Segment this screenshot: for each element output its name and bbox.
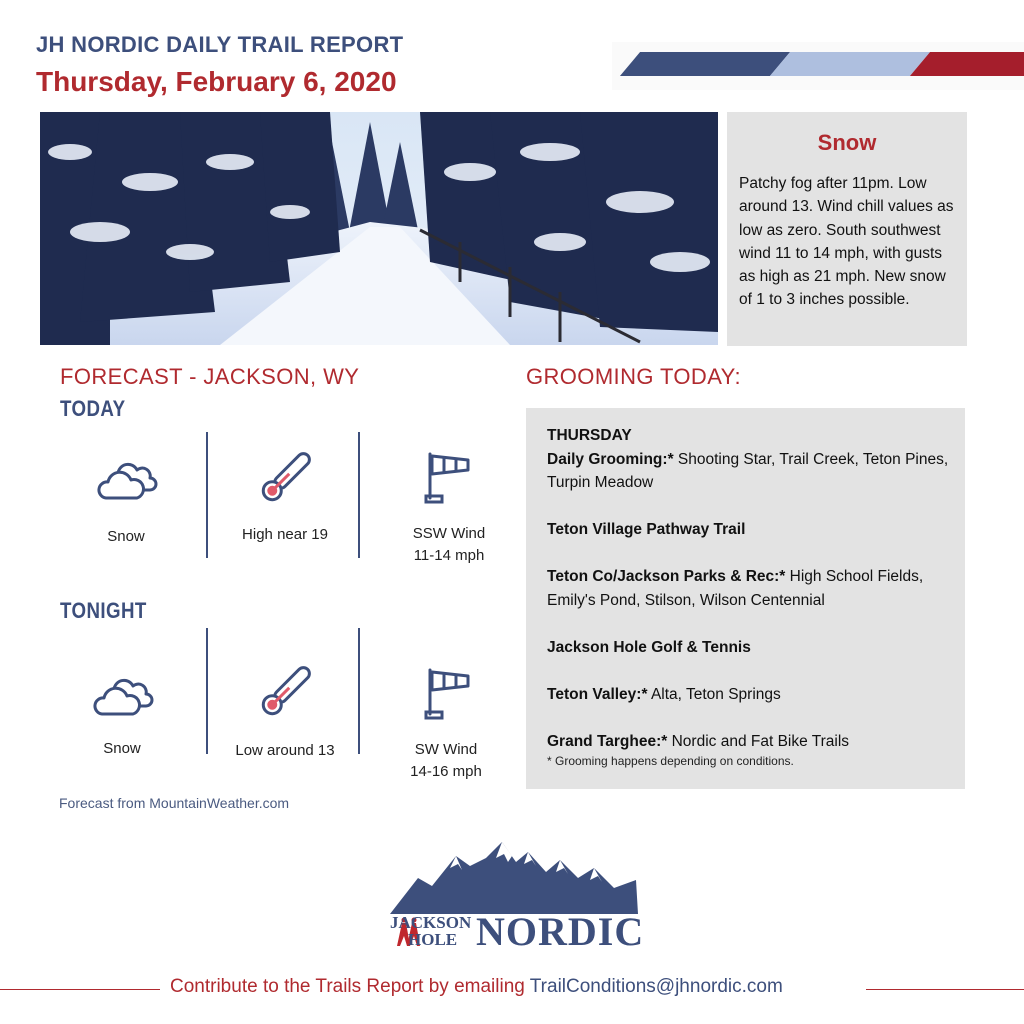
today-label: TODAY: [60, 396, 126, 421]
tonight-temp: Low around 13: [235, 742, 335, 759]
logo-text-nordic: NORDIC: [476, 909, 645, 954]
footer-email-link[interactable]: TrailConditions@jhnordic.com: [529, 976, 783, 997]
grooming-item-name: Teton Valley:*: [547, 685, 648, 703]
tonight-wind-speed: 14-16 mph: [410, 763, 482, 780]
cloud-icon: [96, 456, 158, 502]
today-temp: High near 19: [242, 526, 328, 543]
thermometer-icon: [254, 664, 316, 720]
grooming-item-name: Grand Targhee:*: [547, 732, 668, 750]
windsock-icon: [424, 666, 474, 722]
header-stripes: [612, 42, 1024, 90]
logo-text-jackson: JACKSON: [390, 913, 472, 932]
footer-divider-left: [0, 989, 160, 990]
grooming-item: [547, 518, 957, 542]
snowy-forest-trail-photo: [40, 112, 718, 345]
today-wind-speed: 11-14 mph: [413, 547, 485, 564]
grooming-day: THURSDAY: [547, 427, 632, 444]
grooming-note: * Grooming happens depending on conditions.: [547, 754, 794, 768]
windsock-icon: [424, 450, 474, 506]
grooming-item-trails: High School Fields, Emily's Pond, Stilson, Wilson Centennial: [547, 568, 924, 609]
cloud-icon: [92, 672, 154, 718]
column-divider: [206, 432, 208, 558]
report-title: JH NORDIC DAILY TRAIL REPORT: [36, 32, 404, 57]
grooming-item: [547, 636, 957, 660]
thermometer-icon: [254, 450, 316, 506]
tonight-condition: Snow: [103, 740, 141, 757]
footer-message: Contribute to the Trails Report by emailing: [170, 976, 530, 997]
grooming-item-trails: Alta, Teton Springs: [647, 685, 781, 703]
snow-summary-text: Patchy fog after 11pm. Low around 13. Wind chill values as low as zero. South southwest wind 11 to 14 mph, with gusts as high as 21 mph. New snow of 1 to 3 inches possible.: [739, 175, 954, 309]
column-divider: [358, 432, 360, 558]
tonight-wind: [371, 739, 521, 783]
today-wind: [374, 523, 524, 567]
column-divider: [358, 628, 360, 754]
grooming-item: [547, 730, 957, 754]
jackson-hole-nordic-logo: [388, 838, 645, 958]
grooming-item-name: Jackson Hole Golf & Tennis: [547, 638, 751, 656]
tonight-wind-direction: SW Wind: [414, 741, 478, 758]
today-condition: Snow: [107, 528, 145, 545]
forecast-heading: FORECAST - JACKSON, WY: [60, 364, 360, 389]
grooming-item: [547, 565, 957, 612]
snow-summary-panel: [727, 112, 967, 346]
grooming-item-name: Daily Grooming:*: [547, 450, 674, 468]
today-wind-direction: SSW Wind: [412, 525, 486, 542]
grooming-item-name: Teton Village Pathway Trail: [547, 521, 746, 538]
logo-text-hole: HOLE: [408, 930, 458, 949]
snow-summary-title: Snow: [817, 130, 877, 155]
report-date: Thursday, February 6, 2020: [36, 66, 397, 97]
grooming-item: [547, 448, 957, 495]
footer-text: [170, 976, 783, 998]
footer-divider-right: [866, 989, 1024, 990]
grooming-item: [547, 683, 957, 707]
grooming-heading: GROOMING TODAY:: [526, 364, 742, 389]
column-divider: [206, 628, 208, 754]
grooming-item-name: Teton Co/Jackson Parks & Rec:*: [547, 568, 786, 585]
grooming-item-trails: Shooting Star, Trail Creek, Teton Pines, Turpin Meadow: [547, 450, 949, 491]
grooming-panel: [526, 408, 965, 789]
forecast-source: Forecast from MountainWeather.com: [59, 795, 290, 811]
grooming-item-trails: Nordic and Fat Bike Trails: [667, 732, 850, 750]
tonight-label: TONIGHT: [60, 598, 147, 623]
